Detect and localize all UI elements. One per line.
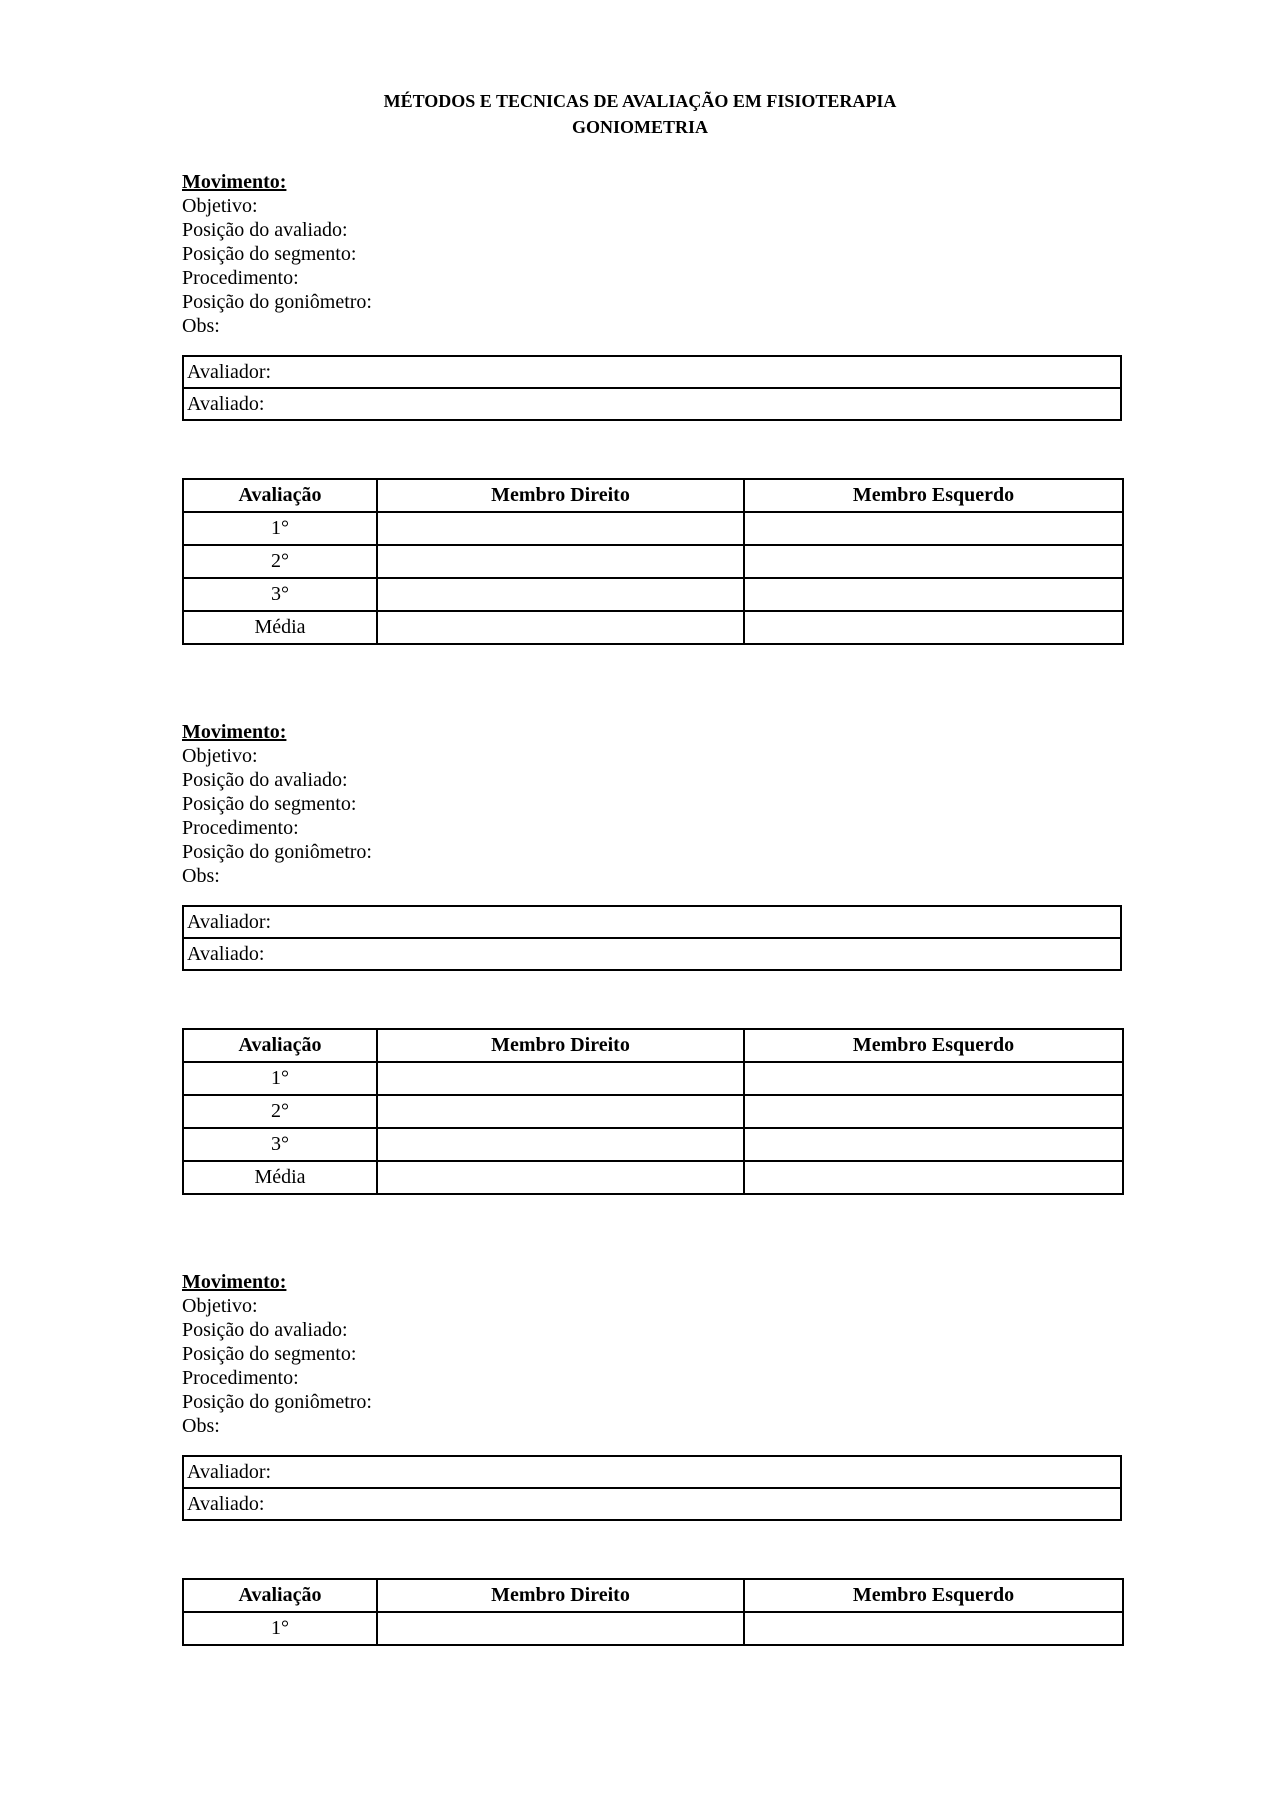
table-row — [183, 1062, 1123, 1095]
membro-esquerdo-cell[interactable] — [744, 545, 1123, 578]
row-label: 2° — [183, 1095, 377, 1128]
scores-table — [182, 1578, 1124, 1646]
header-membro-esquerdo: Membro Esquerdo — [744, 1579, 1123, 1612]
avaliado-field[interactable]: Avaliado: — [183, 938, 1121, 970]
row-label: Média — [183, 1161, 377, 1194]
header-membro-esquerdo: Membro Esquerdo — [744, 1029, 1123, 1062]
row-label: Média — [183, 611, 377, 644]
header-avaliacao: Avaliação — [183, 479, 377, 512]
membro-esquerdo-cell[interactable] — [744, 1161, 1123, 1194]
scores-table — [182, 1028, 1124, 1195]
persons-table — [182, 355, 1122, 421]
field-obs: Obs: — [182, 865, 220, 887]
field-obs: Obs: — [182, 1415, 220, 1437]
field-objetivo: Objetivo: — [182, 1295, 258, 1317]
table-row — [183, 1095, 1123, 1128]
table-row — [183, 1128, 1123, 1161]
header-avaliacao: Avaliação — [183, 1029, 377, 1062]
header-membro-direito: Membro Direito — [377, 1029, 744, 1062]
header-membro-direito: Membro Direito — [377, 1579, 744, 1612]
field-procedimento: Procedimento: — [182, 817, 299, 839]
field-posicao-segmento: Posição do segmento: — [182, 1343, 357, 1365]
table-row — [183, 906, 1121, 938]
movement-label: Movimento: — [182, 171, 287, 193]
header-membro-esquerdo: Membro Esquerdo — [744, 479, 1123, 512]
field-objetivo: Objetivo: — [182, 195, 258, 217]
header-avaliacao: Avaliação — [183, 1579, 377, 1612]
table-header-row — [183, 479, 1123, 512]
field-posicao-segmento: Posição do segmento: — [182, 793, 357, 815]
field-procedimento: Procedimento: — [182, 267, 299, 289]
table-header-row — [183, 1029, 1123, 1062]
membro-direito-cell[interactable] — [377, 1062, 744, 1095]
title-line-1: MÉTODOS E TECNICAS DE AVALIAÇÃO EM FISIOTERAPIA — [383, 91, 897, 111]
avaliado-field[interactable]: Avaliado: — [183, 388, 1121, 420]
evaluation-section-2 — [182, 720, 1122, 1188]
membro-esquerdo-cell[interactable] — [744, 611, 1123, 644]
avaliado-field[interactable]: Avaliado: — [183, 1488, 1121, 1520]
field-posicao-avaliado: Posição do avaliado: — [182, 1319, 348, 1341]
membro-direito-cell[interactable] — [377, 611, 744, 644]
table-row — [183, 1488, 1121, 1520]
membro-esquerdo-cell[interactable] — [744, 1128, 1123, 1161]
movement-label: Movimento: — [182, 721, 287, 743]
scores-table — [182, 478, 1124, 645]
field-posicao-goniometro: Posição do goniômetro: — [182, 1391, 372, 1413]
page-title — [0, 88, 1280, 140]
header-membro-direito: Membro Direito — [377, 479, 744, 512]
membro-esquerdo-cell[interactable] — [744, 1612, 1123, 1645]
row-label: 1° — [183, 512, 377, 545]
field-posicao-goniometro: Posição do goniômetro: — [182, 291, 372, 313]
row-label: 3° — [183, 1128, 377, 1161]
membro-esquerdo-cell[interactable] — [744, 578, 1123, 611]
avaliador-field[interactable]: Avaliador: — [183, 1456, 1121, 1488]
evaluation-section-3 — [182, 1270, 1122, 1639]
field-posicao-segmento: Posição do segmento: — [182, 243, 357, 265]
avaliador-field[interactable]: Avaliador: — [183, 356, 1121, 388]
title-line-2: GONIOMETRIA — [571, 117, 708, 137]
membro-direito-cell[interactable] — [377, 545, 744, 578]
membro-direito-cell[interactable] — [377, 512, 744, 545]
row-label: 3° — [183, 578, 377, 611]
membro-direito-cell[interactable] — [377, 1161, 744, 1194]
field-posicao-goniometro: Posição do goniômetro: — [182, 841, 372, 863]
table-row — [183, 1612, 1123, 1645]
row-label: 1° — [183, 1062, 377, 1095]
field-posicao-avaliado: Posição do avaliado: — [182, 769, 348, 791]
persons-table — [182, 1455, 1122, 1521]
field-objetivo: Objetivo: — [182, 745, 258, 767]
table-row — [183, 1456, 1121, 1488]
field-posicao-avaliado: Posição do avaliado: — [182, 219, 348, 241]
row-label: 1° — [183, 1612, 377, 1645]
table-row — [183, 512, 1123, 545]
membro-direito-cell[interactable] — [377, 1612, 744, 1645]
membro-direito-cell[interactable] — [377, 1095, 744, 1128]
avaliador-field[interactable]: Avaliador: — [183, 906, 1121, 938]
movement-fields — [182, 720, 1122, 888]
table-row — [183, 578, 1123, 611]
evaluation-section-1 — [182, 170, 1122, 638]
table-row — [183, 545, 1123, 578]
row-label: 2° — [183, 545, 377, 578]
field-obs: Obs: — [182, 315, 220, 337]
persons-table — [182, 905, 1122, 971]
table-row — [183, 1161, 1123, 1194]
table-header-row — [183, 1579, 1123, 1612]
table-row — [183, 611, 1123, 644]
membro-esquerdo-cell[interactable] — [744, 1095, 1123, 1128]
field-procedimento: Procedimento: — [182, 1367, 299, 1389]
movement-fields — [182, 170, 1122, 338]
membro-direito-cell[interactable] — [377, 1128, 744, 1161]
membro-esquerdo-cell[interactable] — [744, 1062, 1123, 1095]
movement-label: Movimento: — [182, 1271, 287, 1293]
table-row — [183, 938, 1121, 970]
table-row — [183, 388, 1121, 420]
movement-fields — [182, 1270, 1122, 1438]
membro-esquerdo-cell[interactable] — [744, 512, 1123, 545]
table-row — [183, 356, 1121, 388]
membro-direito-cell[interactable] — [377, 578, 744, 611]
